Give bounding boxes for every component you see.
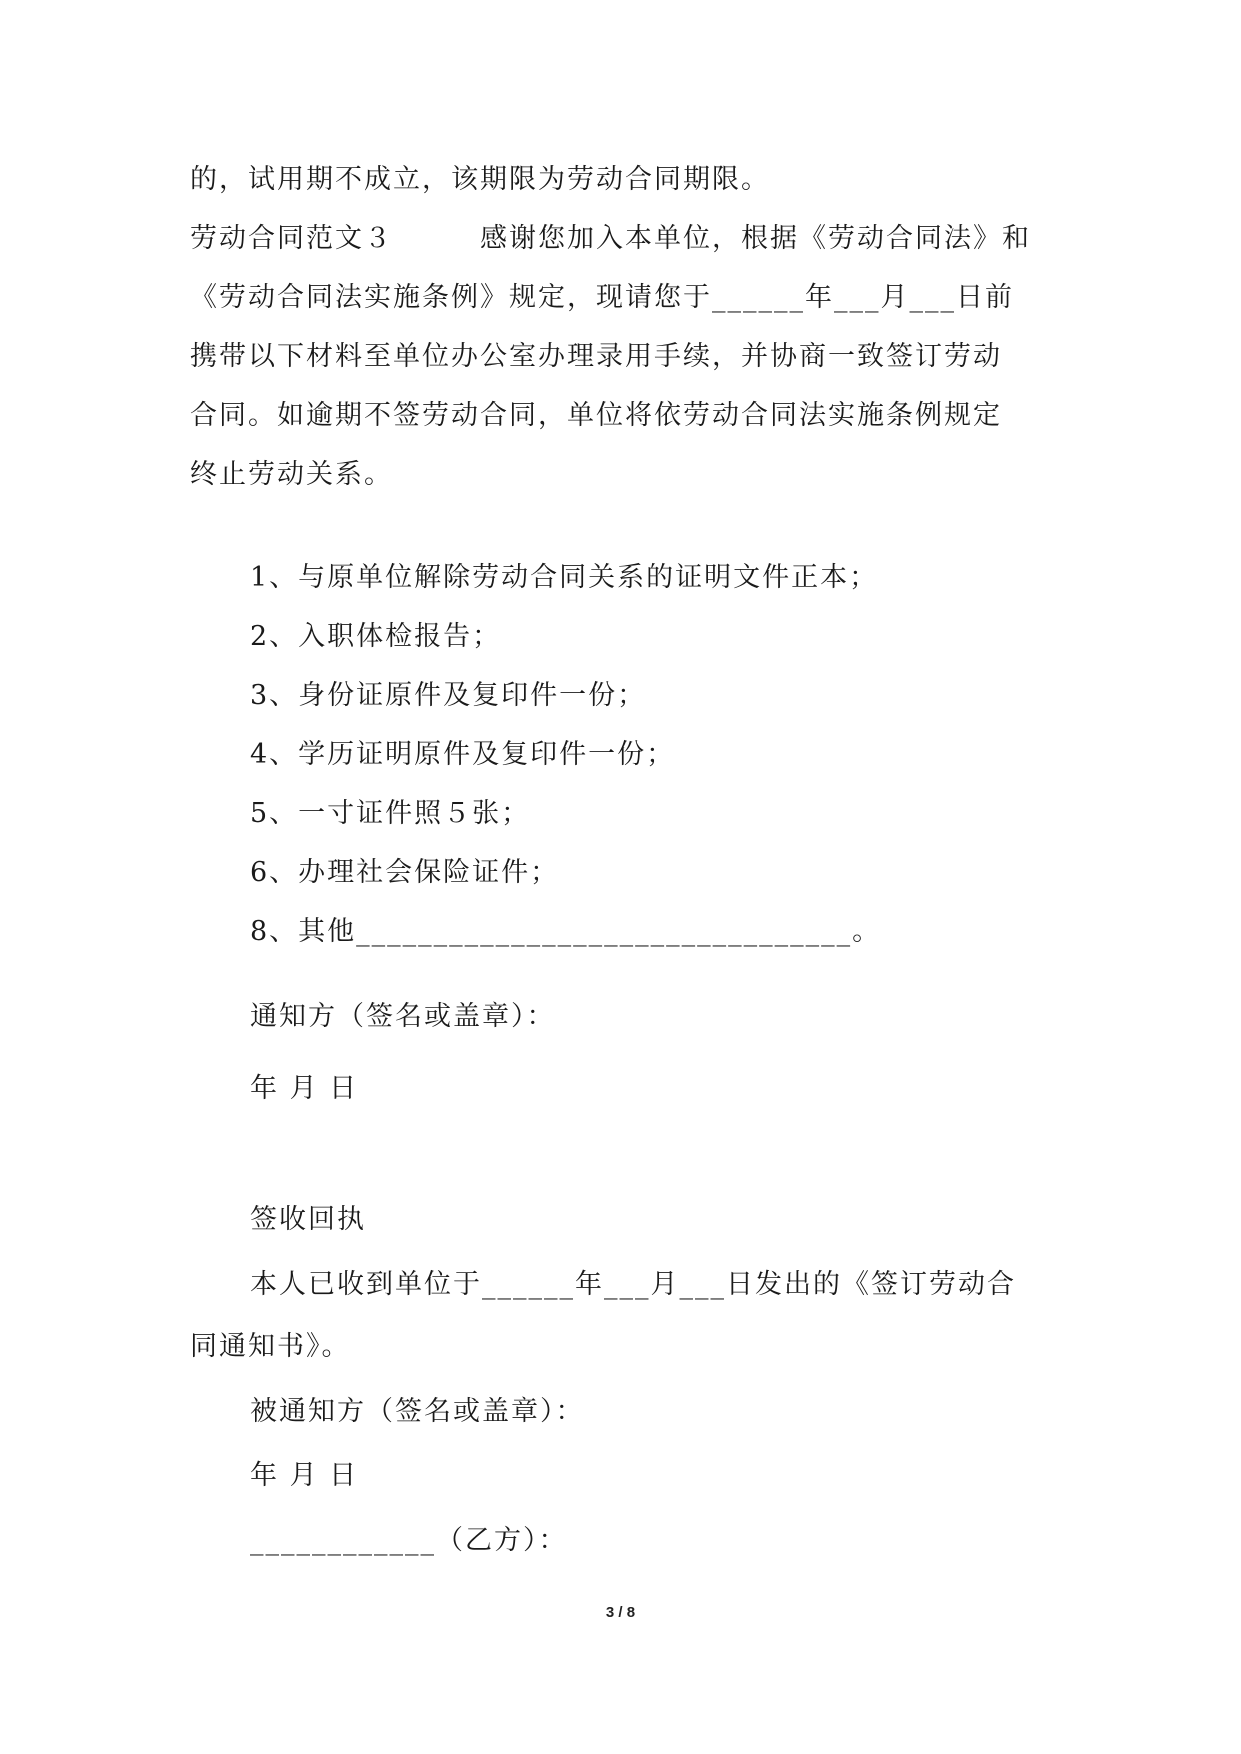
materials-list-item: 2、入职体检报告； [250, 621, 502, 652]
receipt-body: 同通知书》。 [190, 1331, 351, 1362]
materials-list-item: 8、其他________________________________。 [250, 916, 882, 947]
paragraph-line: 携带以下材料至单位办公室办理录用手续，并协商一致签订劳动 [190, 341, 1002, 372]
notifier-date: 年 月 日 [250, 1073, 359, 1104]
page-number: 3 / 8 [605, 1604, 636, 1621]
materials-list-item: 3、身份证原件及复印件一份； [250, 680, 647, 711]
notifier-signature: 通知方（签名或盖章）： [250, 1001, 556, 1032]
paragraph-line: 劳动合同范文３ 感谢您加入本单位，根据《劳动合同法》和 [190, 223, 1031, 254]
paragraph-line: 终止劳动关系。 [190, 459, 393, 490]
paragraph-line: 的，试用期不成立，该期限为劳动合同期限。 [190, 164, 770, 195]
materials-list-item: 1、与原单位解除劳动合同关系的证明文件正本； [250, 562, 879, 593]
materials-list-item: 6、办理社会保险证件； [250, 857, 560, 888]
recipient-signature: 被通知方（签名或盖章）： [250, 1396, 585, 1427]
party-b-line: ____________（乙方）： [250, 1525, 568, 1556]
receipt-title: 签收回执 [250, 1204, 366, 1235]
paragraph-line: 合同。如逾期不签劳动合同，单位将依劳动合同法实施条例规定 [190, 400, 1002, 431]
receipt-body: 本人已收到单位于______年___月___日发出的《签订劳动合 [250, 1269, 1016, 1300]
materials-list-item: 4、学历证明原件及复印件一份； [250, 739, 676, 770]
paragraph-line: 《劳动合同法实施条例》规定，现请您于______年___月___日前 [190, 282, 1014, 313]
materials-list-item: 5、一寸证件照５张； [250, 798, 531, 829]
recipient-date: 年 月 日 [250, 1460, 359, 1491]
